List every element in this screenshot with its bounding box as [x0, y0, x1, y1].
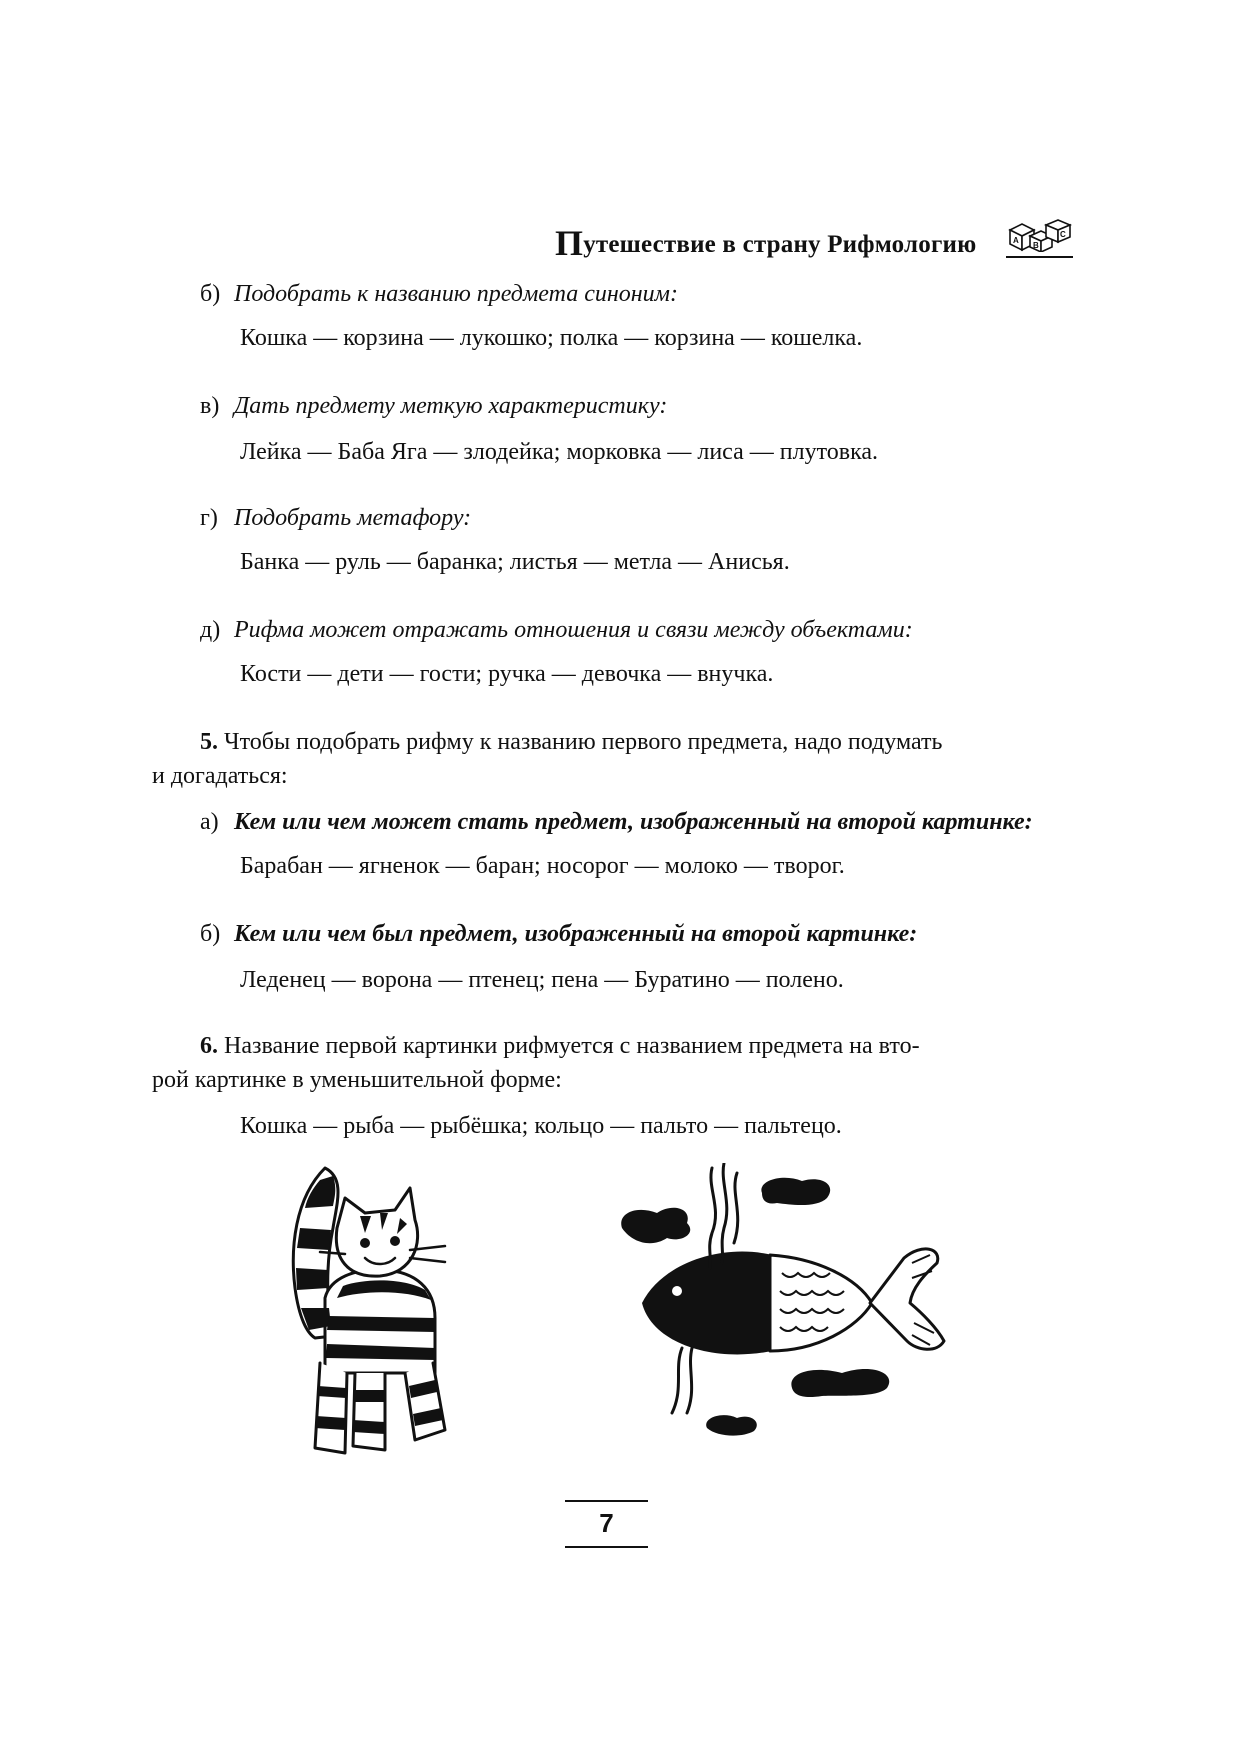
point5-text-line2: и догадаться: [152, 763, 288, 789]
point5-text-line1: 5. Чтобы подобрать рифму к названию первого предмета, надо подумать [200, 729, 943, 755]
item-v-example: Лейка — Баба Яга — злодейка; морковка — лиса — плутовка. [240, 439, 879, 465]
fish-drawing-icon [612, 1163, 972, 1443]
page-number: 7 [599, 1508, 614, 1538]
point6-text-line2: рой картинке в уменьшительной форме: [152, 1067, 562, 1093]
item-b-heading: б) Подобрать к названию предмета синоним: [200, 281, 678, 307]
point5-a-heading: а) Кем или чем может стать предмет, изображенный на второй картинке: [200, 809, 1033, 835]
cube-letter-c: C [1060, 230, 1066, 239]
item-b-example: Кошка — корзина — лукошко; полка — корзина — кошелка. [240, 325, 863, 351]
cube-letter-a: A [1013, 236, 1019, 245]
item-d-example: Кости — дети — гости; ручка — девочка — внучка. [240, 661, 774, 687]
item-g-heading: г) Подобрать метафору: [200, 505, 472, 531]
item-v-heading: в) Дать предмету меткую характеристику: [200, 393, 668, 419]
header-rule [1006, 256, 1073, 258]
page-number-rule-top [565, 1500, 648, 1502]
alphabet-cubes-icon [1008, 218, 1072, 252]
page-number-block [565, 1500, 648, 1550]
item-g-example: Банка — руль — баранка; листья — метла — Анисья. [240, 549, 790, 575]
point6-text-line1: 6. Название первой картинки рифмуется с названием предмета на вто- [200, 1033, 920, 1059]
striped-cat-drawing-icon [285, 1158, 485, 1458]
page-number-rule-bottom [565, 1546, 648, 1548]
point5-b-heading: б) Кем или чем был предмет, изображенный на второй картинке: [200, 921, 918, 947]
point5-b-example: Леденец — ворона — птенец; пена — Буратино — полено. [240, 967, 844, 993]
point5-a-example: Барабан — ягненок — баран; носорог — молоко — творог. [240, 853, 845, 879]
item-d-heading: д) Рифма может отражать отношения и связи между объектами: [200, 617, 913, 643]
running-header [555, 218, 1075, 266]
point6-example: Кошка — рыба — рыбёшка; кольцо — пальто — пальтецо. [240, 1113, 842, 1139]
running-header-title: Путешествие в страну Рифмологию [555, 223, 977, 263]
cube-letter-b: B [1033, 241, 1039, 250]
